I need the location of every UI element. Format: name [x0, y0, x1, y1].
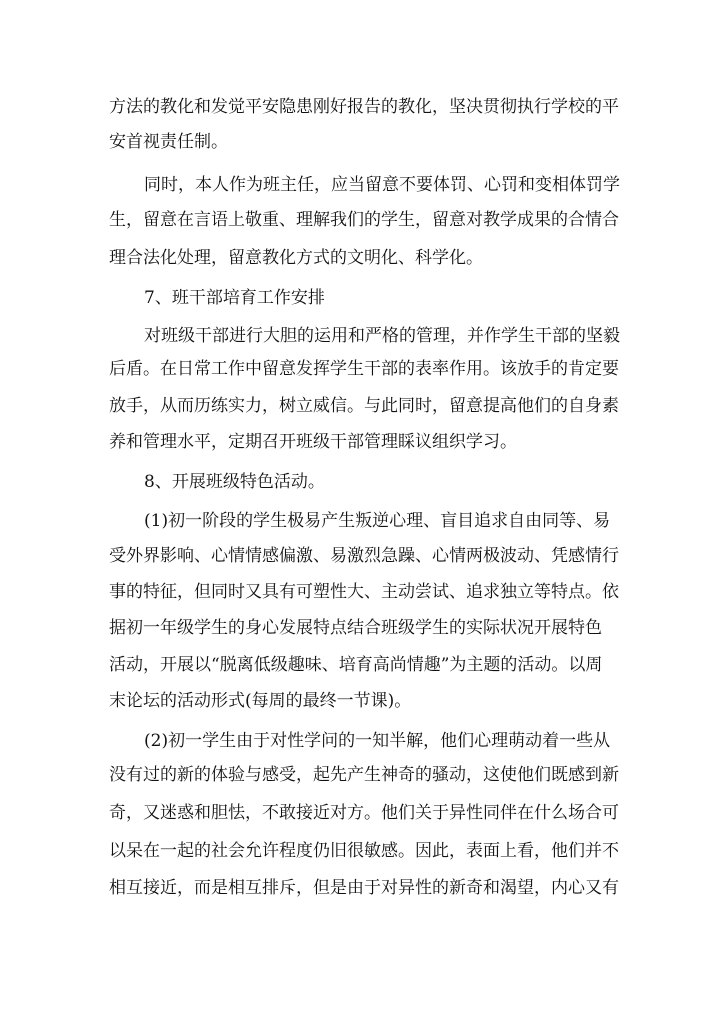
text-line: 理合法化处理，留意教化方式的文明化、科学化。 [109, 248, 483, 268]
text-line: 后盾。在日常工作中留意发挥学生干部的表率作用。该放手的肯定要 [109, 359, 619, 379]
text-line: 末论坛的活动形式(每周的最终一节课)。 [109, 691, 412, 711]
text-line: 安首视责任制。 [109, 132, 228, 152]
text-line: (1)初一阶段的学生极易产生叛逆心理、盲目追求自由同等、易 [144, 511, 611, 531]
section-heading: 7、班干部培育工作安排 [144, 288, 325, 308]
text-line: 对班级干部进行大胆的运用和严格的管理，并作学生干部的坚毅 [144, 326, 620, 346]
text-line: 养和管理水平，定期召开班级干部管理睬议组织学习。 [109, 432, 517, 452]
text-line: 没有过的新的体验与感受，起先产生神奇的骚动，这使他们既感到新 [109, 765, 619, 785]
text-line: 受外界影响、心情情感偏激、易激烈急躁、心情两极波动、凭感情行 [109, 546, 619, 566]
text-line: 事的特征，但同时又具有可塑性大、主动尝试、追求独立等特点。依 [109, 582, 619, 602]
text-line: 以呆在一起的社会允许程度仍旧很敏感。因此，表面上看，他们并不 [109, 841, 619, 861]
section-heading: 8、开展班级特色活动。 [144, 472, 325, 492]
text-line: 放手，从而历练实力，树立威信。与此同时，留意提高他们的自身素 [109, 396, 619, 416]
text-line: 方法的教化和发觉平安隐患刚好报告的教化，坚决贯彻执行学校的平 [109, 97, 619, 117]
text-line: 生，留意在言语上敬重、理解我们的学生，留意对教学成果的合情合 [109, 210, 619, 230]
text-line: 据初一年级学生的身心发展特点结合班级学生的实际状况开展特色 [109, 618, 602, 638]
text-line: 相互接近，而是相互排斥，但是由于对异性的新奇和渴望，内心又有 [109, 878, 619, 898]
text-line: 活动，开展以“脱离低级趣味、培育高尚情趣”为主题的活动。以周 [109, 655, 603, 675]
text-line: 同时，本人作为班主任，应当留意不要体罚、心罚和变相体罚学 [144, 175, 620, 195]
text-line: 奇，又迷惑和胆怯，不敢接近对方。他们关于异性同伴在什么场合可 [109, 803, 619, 823]
text-line: (2)初一学生由于对性学问的一知半解，他们心理萌动着一些从 [144, 731, 611, 751]
